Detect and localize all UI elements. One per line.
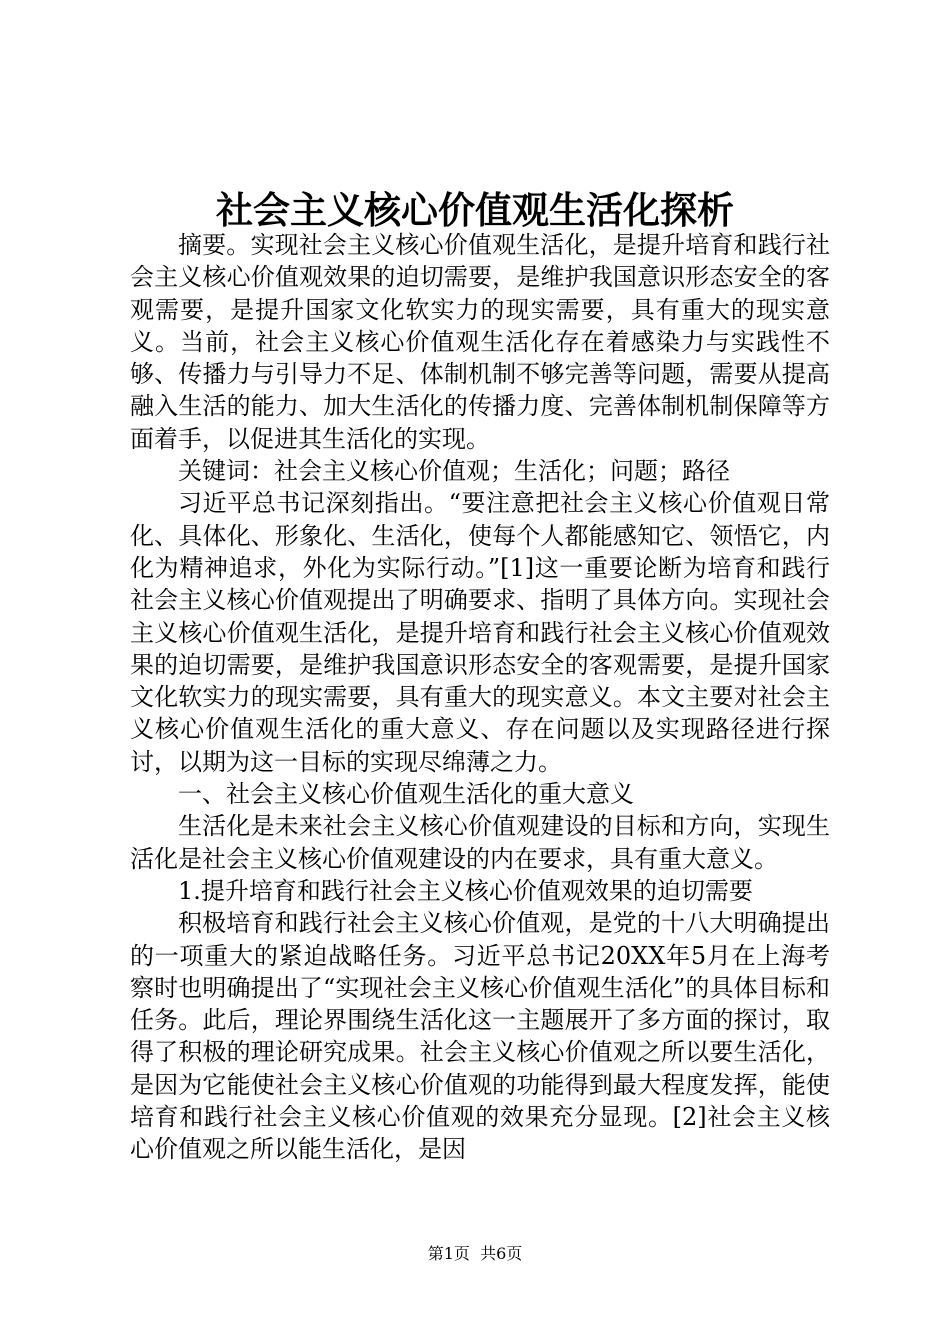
body-paragraph: 习近平总书记深刻指出。“要注意把社会主义核心价值观日常化、具体化、形象化、生活化，使每个人都能感知它、领悟它，内化为精神追求，外化为实际行动。”[1]这一重要论断为培育和践行社会主义核心价值观提出了明确要求、指明了具体方向。实现社会主义核心价值观生活化，是提升培育和践行社会主义核心价值观效果的迫切需要，是维护我国意识形态安全的客观需要，是提升国家文化软实力的现实需要，具有重大的现实意义。本文主要对社会主义核心价值观生活化的重大意义、存在问题以及实现路径进行探讨，以期为这一目标的实现尽绵薄之力。 xyxy=(130,489,830,776)
keywords-paragraph: 关键词：社会主义核心价值观；生活化；问题；路径 xyxy=(178,457,730,486)
body-paragraph: 生活化是未来社会主义核心价值观建设的目标和方向，实现生活化是社会主义核心价值观建设的内在要求，具有重大意义。 xyxy=(130,812,830,873)
footer-spacer xyxy=(470,1244,480,1263)
page-number: 第1页 xyxy=(427,1244,470,1263)
total-pages: 共6页 xyxy=(480,1244,523,1263)
abstract-paragraph: 摘要。实现社会主义核心价值观生活化，是提升培育和践行社会主义核心价值观效果的迫切需要，是维护我国意识形态安全的客观需要，是提升国家文化软实力的现实需要，具有重大的现实意义。当前，社会主义核心价值观生活化存在着感染力与实践性不够、传播力与引导力不足、体制机制不够完善等问题，需要从提高融入生活的能力、加大生活化的传播力度、完善体制机制保障等方面着手，以促进其生活化的实现。 xyxy=(130,231,830,453)
document-title: 社会主义核心价值观生活化探析 xyxy=(216,188,734,232)
subsection-heading: 1.提升培育和践行社会主义核心价值观效果的迫切需要 xyxy=(178,876,753,905)
document-body xyxy=(130,229,830,1166)
body-paragraph: 积极培育和践行社会主义核心价值观，是党的十八大明确提出的一项重大的紧迫战略任务。习近平总书记20XX年5月在上海考察时也明确提出了“实现社会主义核心价值观生活化”的具体目标和任务。此后，理论界围绕生活化这一主题展开了多方面的探讨，取得了积极的理论研究成果。社会主义核心价值观之所以要生活化，是因为它能使社会主义核心价值观的功能得到最大程度发挥，能使培育和践行社会主义核心价值观的效果充分显现。[2]社会主义核心价值观之所以能生活化，是因 xyxy=(130,909,830,1164)
section-heading: 一、社会主义核心价值观生活化的重大意义 xyxy=(178,780,634,809)
page-footer xyxy=(0,1244,950,1264)
